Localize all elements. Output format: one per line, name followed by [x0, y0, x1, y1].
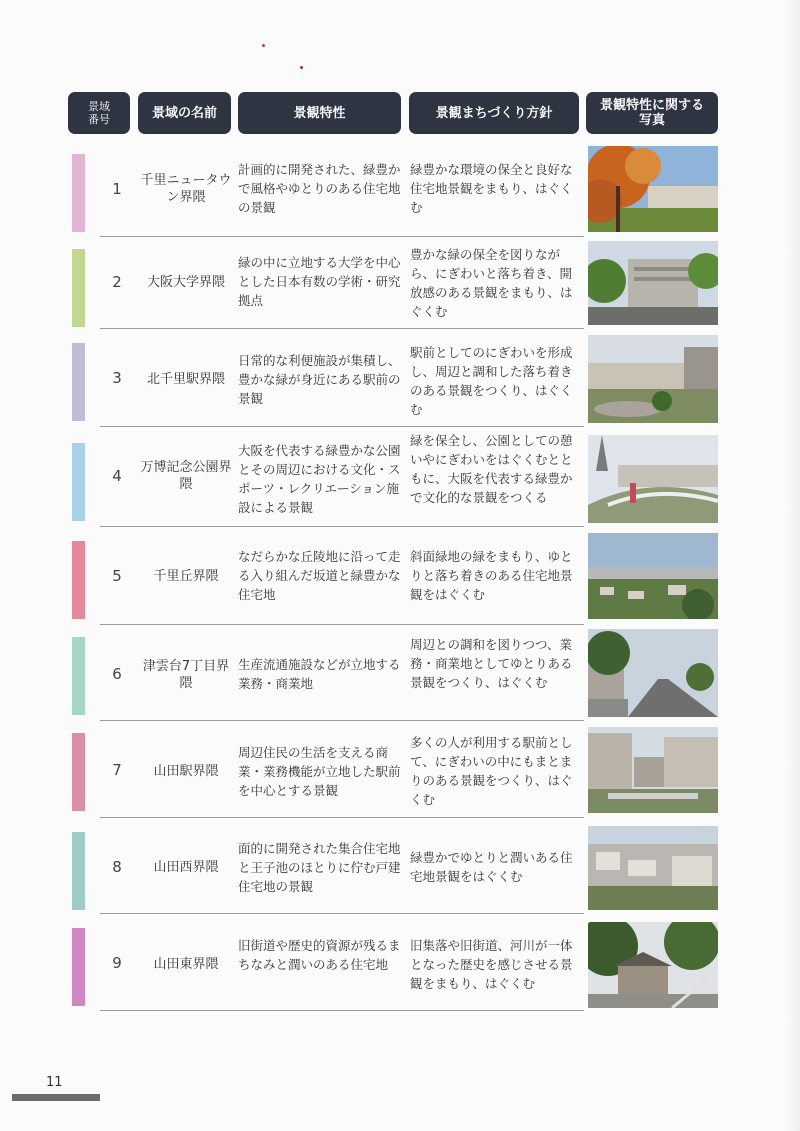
row-number: 8 [112, 858, 122, 876]
header-number: 景域番号 [68, 92, 130, 134]
row-name: 千里ニュータウン界隈 [140, 173, 232, 205]
row-color-bar [72, 443, 85, 521]
row-policy: 緑豊かでゆとりと潤いある住宅地景観をはぐくむ [410, 850, 573, 884]
header-name: 景域の名前 [138, 92, 231, 134]
header-photo: 景観特性に関する写真 [586, 92, 718, 134]
row-photo [588, 146, 718, 232]
row-photo [588, 435, 718, 523]
speck [262, 44, 265, 47]
row-policy: 緑を保全し、公園としての憩いやにぎわいをはぐくむとともに、大阪を代表する緑豊かで文化的な景観をつくる [410, 433, 573, 505]
row-photo [588, 727, 718, 813]
row-photo [588, 922, 718, 1008]
page-number: 11 [46, 1075, 63, 1090]
row-color-bar [72, 343, 85, 421]
table-row [68, 914, 720, 1011]
row-name: 山田東界隈 [153, 957, 219, 972]
row-number: 9 [112, 954, 122, 972]
row-policy: 斜面緑地の緑をまもり、ゆとりと落ち着きのある住宅地景観をはぐくむ [410, 549, 573, 602]
row-divider [100, 1010, 584, 1011]
row-color-bar [72, 637, 85, 715]
row-number: 1 [112, 180, 122, 198]
row-name: 千里丘界隈 [153, 569, 219, 584]
table-row [68, 721, 720, 818]
row-name: 大阪大学界隈 [146, 275, 225, 290]
row-name: 山田駅界隈 [153, 764, 219, 779]
row-trait: 周辺住民の生活を支える商業・業務機能が立地した駅前を中心とする景観 [238, 745, 401, 798]
row-photo [588, 826, 718, 910]
row-policy: 多くの人が利用する駅前として、にぎわいの中にもまとまりのある景観をつくり、はぐくむ [410, 735, 573, 807]
row-number: 6 [112, 665, 122, 683]
page-edge [786, 0, 800, 1131]
row-name: 万博記念公園界隈 [140, 460, 232, 492]
row-policy: 周辺との調和を図りつつ、業務・商業地としてゆとりある景観をつくり、はぐくむ [410, 637, 573, 690]
row-name: 津雲台7丁目界隈 [142, 659, 230, 691]
row-trait: 緑の中に立地する大学を中心とした日本有数の学術・研究拠点 [238, 255, 401, 308]
row-photo [588, 241, 718, 325]
table-row [68, 329, 720, 427]
row-trait: 大阪を代表する緑豊かな公園とその周辺における文化・スポーツ・レクリエーション施設による景観 [238, 443, 401, 515]
row-color-bar [72, 541, 85, 619]
row-color-bar [72, 928, 85, 1006]
table-row [68, 818, 720, 914]
row-number: 4 [112, 467, 122, 485]
row-color-bar [72, 154, 85, 232]
row-color-bar [72, 249, 85, 327]
header-trait: 景観特性 [238, 92, 401, 134]
row-number: 7 [112, 761, 122, 779]
row-number: 2 [112, 273, 122, 291]
row-policy: 緑豊かな環境の保全と良好な住宅地景観をまもり、はぐくむ [410, 162, 573, 215]
row-policy: 駅前としてのにぎわいを形成し、周辺と調和した落ち着きのある景観をつくり、はぐくむ [410, 345, 573, 417]
row-photo [588, 533, 718, 619]
header-policy: 景観まちづくり方針 [409, 92, 579, 134]
row-number: 5 [112, 567, 122, 585]
speck [300, 66, 303, 69]
table-row [68, 427, 720, 527]
row-trait: 旧街道や歴史的資源が残るまちなみと潤いのある住宅地 [238, 938, 401, 972]
row-trait: 生産流通施設などが立地する業務・商業地 [238, 657, 401, 691]
row-name: 北千里駅界隈 [146, 372, 225, 387]
row-photo [588, 335, 718, 423]
row-color-bar [72, 832, 85, 910]
row-trait: 計画的に開発された、緑豊かで風格やゆとりのある住宅地の景観 [238, 162, 401, 215]
table-row [68, 144, 720, 237]
row-color-bar [72, 733, 85, 811]
row-trait: なだらかな丘陵地に沿って走る入り組んだ坂道と緑豊かな住宅地 [238, 549, 401, 602]
row-trait: 面的に開発された集合住宅地と王子池のほとりに佇む戸建住宅地の景観 [238, 841, 401, 894]
table-row [68, 625, 720, 721]
row-number: 3 [112, 369, 122, 387]
table-row [68, 527, 720, 625]
row-trait: 日常的な利便施設が集積し、豊かな緑が身近にある駅前の景観 [238, 353, 401, 406]
row-photo [588, 629, 718, 717]
row-policy: 旧集落や旧街道、河川が一体となった歴史を感じさせる景観をまもり、はぐくむ [410, 938, 573, 991]
page-number-bar [12, 1094, 100, 1101]
row-policy: 豊かな緑の保全を図りながら、にぎわいと落ち着き、開放感のある景観をまもり、はぐくむ [410, 247, 573, 319]
table-row [68, 237, 720, 329]
row-name: 山田西界隈 [153, 860, 219, 875]
